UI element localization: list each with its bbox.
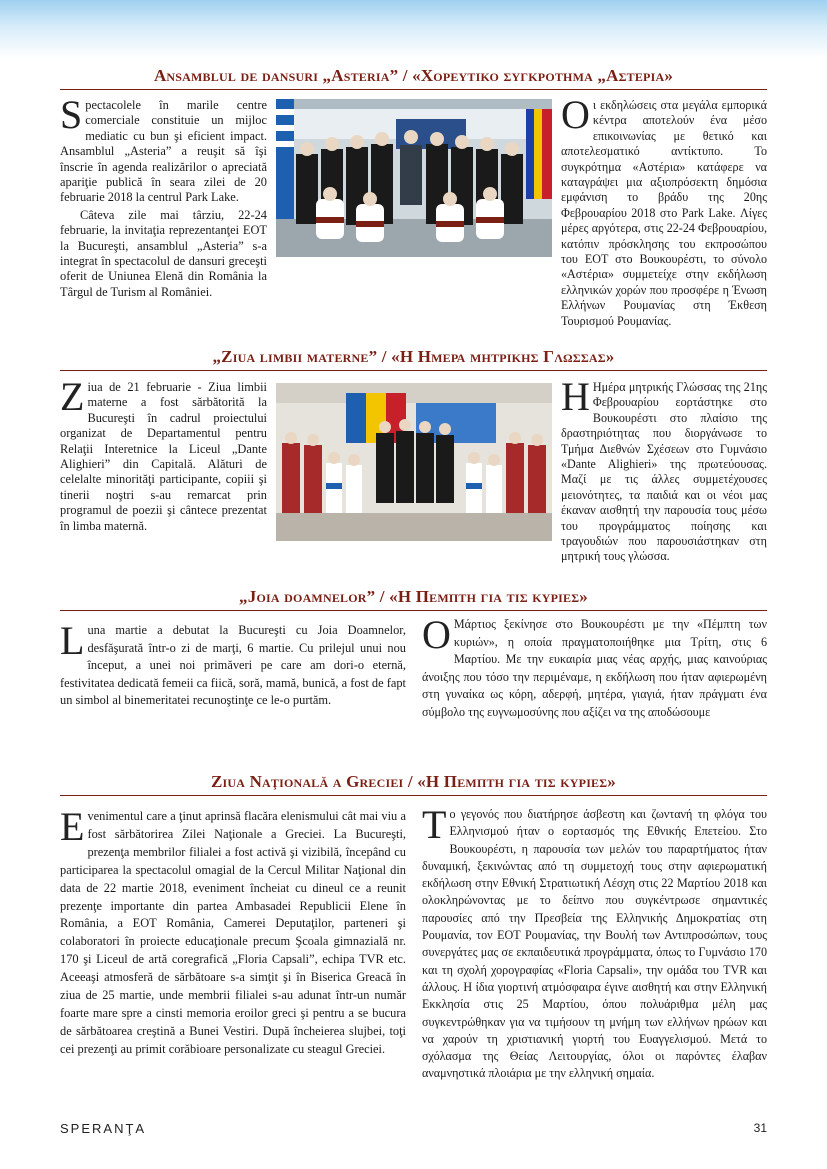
section-title-ziua-nationala: Ziua Naţională a Greciei / «Η Πεμπτη για τις κυριες»: [210, 772, 617, 791]
section-rule: [60, 89, 767, 90]
section-title-asteria: Ansamblul de dansuri „Asteria” / «Χορευτικο συγκροτημα „Αστερια»: [153, 66, 674, 85]
section-title-joia-doamnelor: „Joia doamnelor” / «Η Πεμπτη για τις κυριες»: [239, 587, 588, 606]
text-ro-limba-materna: Ziua de 21 februarie - Ziua limbii materne a fost sărbătorită la Bucureşti în cadrul proiectului organizat de Departamentul pentru Relaţii Interetnice la Liceul „Dante Alighieri” din Capitală. Alături de celelalte minorităţi participante, copiii şi tinerii noştri s-au remarcat prin programul de poezii şi cântece prezentat în limba maternă.: [60, 374, 267, 533]
drop-cap: S: [60, 92, 83, 137]
text-ro-joia-doamnelor: Luna martie a debutat la Bucureşti cu Joia Doamnelor, desfăşurată într-o zi de marţi, 6 martie. Cu prilejul unui nou început, a unei noi primăveri pe care am dori-o eternă, festivitatea dedicată femeii ca fiică, soră, mamă, bunică, a fost de fapt un simbol al binemeritatei recunoştinţe ce le-o purtăm.: [60, 618, 406, 708]
drop-cap: T: [422, 802, 447, 847]
text-gr-asteria-top: Oι εκδηλώσεις στα μεγάλα εμπορικά κέντρα αποτελούν ένα μέσο επικοινωνίας με θετικό και αποτελεσματικό αντίκτυπο. Το συγκρότημα «Αστέρια» κατάφερε να καταγράψει μια αξιοπρόσεκτη δημόσια εμφάνιση το βράδυ της 20ης Φεβρουαρίου 2018 στο Park Lake. Λίγες μέρες αργότερα, στις 22-24 Φεβρουαρίου, κατόπιν πρόσκλησης του εκπροσώπου του ΕΟΤ στο Βουκουρέστι, το σύνολο «Αστέρια» συμμετείχε στην εκδήλωση ελληνικών χορών που προσφέρε η Ένωση Ελλήνων Ρουμανίας στη Έκθεση Τουρισμού Ρουμανίας.: [561, 92, 767, 328]
text-ro-ziua-nationala: Evenimentul care a ţinut aprinsă flacăra elenismului cât mai viu a fost sărbătorirea Zilei Naţionale a Greciei. La Bucureşti, prezenţa membrilor filialei a fost activă şi vizibilă, începând cu participarea la spectacolul omagial de la Cercul Militar Naţional din data de 22 martie 2018, eveniment încheiat cu dineul ce a reunit prezenţe importante din partea Ambasadei Republicii Elene în România, a EOT România, Camerei Deputaţilor, parteneri şi colaboratori în proiecte educaţionale precum Şcoala gimnazială nr. 170 şi Liceul de artă coregrafică „Floria Capsali”, echipa TVR etc. Aceeaşi atmosferă de sărbătoare s-a simţit şi în Biserica Greacă în ziua de 25 martie, unde membrii filialei s-au adunat într-un număr foarte mare spre a cinsti memoria eroilor greci şi pentru a se bucura de sărbătoarea creştină a Bunei Vestiri. După încheierea slujbei, toţi cei prezenţi au primit corăbioare personalizate cu steagul Greciei.: [60, 804, 406, 1056]
photo-asteria-dancers: [276, 99, 552, 257]
page-number: 31: [753, 1121, 767, 1135]
drop-cap: H: [561, 374, 590, 419]
magazine-name: SPERANŢA: [60, 1121, 147, 1136]
text-ro-asteria: Spectacolele în marile centre comerciale constituie un mijloc mediatic cu bun şi eficient impact. Ansamblul „Asteria” a reuşit să îşi înscrie în agenda realizărilor o apreciată apariţie publică în seara zilei de 20 februarie 2018 la centrul Park Lake. Câteva zile mai târziu, 22-24 februarie, la invitaţia reprezentanţei EOT la Bucureşti, ansamblul „Asteria” s-a integrat în spectacolul de dansuri greceşti oferit de Uniunea Elenă din România la Târgul de Turism al României.: [60, 92, 267, 299]
drop-cap: L: [60, 618, 85, 663]
text-gr-limba-materna: H Ημέρα μητρικής Γλώσσας της 21ης Φεβρουαρίου εορτάστηκε στο Βουκουρέστι στο πλαίσιο της δραστηριότητας που διοργάνωσε το Τμήμα Διεθνών Σχέσεων στο Γυμνάσιο «Dante Alighieri» της πρωτεύουσας. Μαζί με τις άλλες συμμετέχουσες μειονότητες, τα παιδιά και οι νέοι μας έκαναν αισθητή την παρουσία τους μέσω του προγράμματος ποίησης και τραγουδιών που παρουσιάστηκαν στη μητρική τους γλώσσα.: [561, 374, 767, 564]
text-gr-joia-doamnelor: O Μάρτιος ξεκίνησε στο Βουκουρέστι με την «Πέμπτη των κυριών», η οποία πραγματοποιήθηκε μια Τρίτη, στις 6 Μαρτίου. Με την ευκαιρία μιας νέας αρχής, μιας καινούριας άνοιξης που τόσο την περιμέναμε, η εκδήλωση που ήταν αφιερωμένη στη γυναίκα ως κόρη, αδερφή, μητέρα, γιαγιά, ήταν πράγματι ένα σύμβολο της ευγνωμοσύνης που αξίζει να της αποδώσουμε: [422, 612, 767, 719]
photo-children-group: [276, 383, 552, 541]
section-rule: [60, 610, 767, 611]
drop-cap: E: [60, 804, 85, 849]
text-gr-ziua-nationala: Tο γεγονός που διατήρησε άσβεστη και ζωντανή τη φλόγα του Ελληνισμού ήταν ο εορτασμός της Εθνικής Επετείου. Στο Βουκουρέστι, η παρουσία των μελών του παραρτήματος ήταν δυναμική, ξεκινώντας από τη συμμετοχή τους στην αφιερωματική εκδήλωση στην Εθνική Στρατιωτική Λέσχη στις 22 Μαρτίου 2018 και ολοκληρώνοντας με το δείπνο που συγκέντρωσε σημαντικές παρουσίες από την Πρεσβεία της Ελληνικής Δημοκρατίας στη Ρουμανία, τον ΕΟΤ Ρουμανίας, την Βουλή των Αντιπροσώπων, τους συνεργάτες μας σε εκπαιδευτικά προγράμματα, όπως το Γυμνάσιο 170 και τη σχολή χορογραφίας «Floria Capsali», την ομάδα του TVR και άλλους. Η ίδια γιορτινή ατμόσφαιρα έγινε αισθητή και στην Ελληνική Εκκλησία στις 25 Μαρτίου, όπου πολυάριθμα μέλη μας συγκεντρώθηκαν για να τιμήσουν τη μνήμη των ελλήνων ηρώων και να χαρούν τη χριστιανική γιορτή του Ευαγγελισμού. Μετά το σχόλασμα της Θείας Λειτουργίας, όλοι οι παρόντες έλαβαν αναμνηστικά πλοιάρια με την ελληνική σημαία.: [422, 802, 767, 1081]
drop-cap: O: [561, 92, 590, 137]
section-rule: [60, 795, 767, 796]
drop-cap: O: [422, 612, 451, 657]
drop-cap: Z: [60, 374, 85, 419]
section-rule: [60, 370, 767, 371]
section-title-limba-materna: „Ziua limbii materne” / «Η Ημερα μητρικης Γλωσσας»: [212, 347, 615, 366]
top-gradient-band: [0, 0, 827, 58]
